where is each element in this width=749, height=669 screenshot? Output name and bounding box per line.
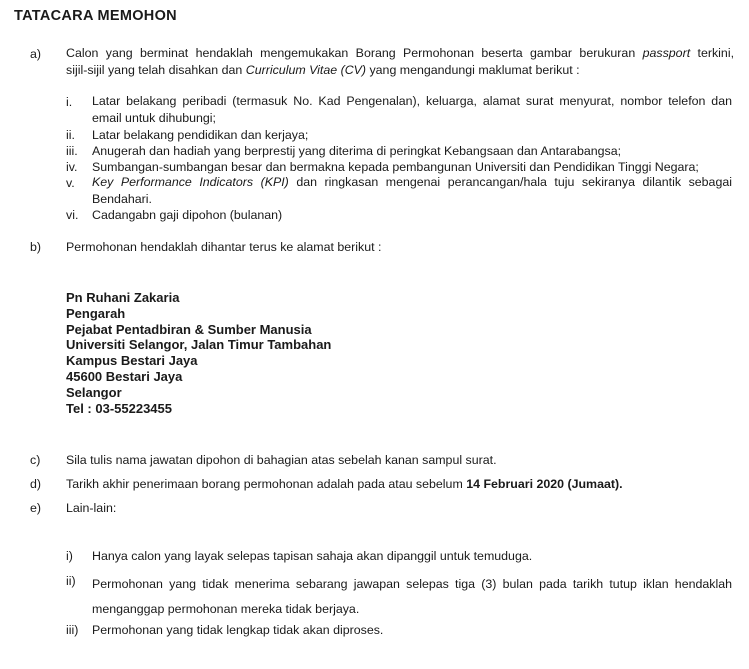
item-e-ii-text: Permohonan yang tidak menerima sebarang jawapan selepas tiga (3) bulan pada tarikh tutup iklan hendaklah menganggap permohonan mereka tidak berjaya. [92, 577, 732, 616]
section-e-marker: e) [30, 501, 42, 515]
item-e-i-marker: i) [66, 549, 73, 563]
item-a-i-text: Latar belakang peribadi (termasuk No. Kad Pengenalan), keluarga, alamat surat menyurat, nombor telefon dan email untuk dihubungi; [92, 94, 732, 125]
section-b-marker: b) [30, 240, 42, 254]
address-line-office: Pejabat Pentadbiran & Sumber Manusia [66, 321, 312, 337]
item-a-iii-text: Anugerah dan hadiah yang berprestij yang diterima di peringkat Kebangsaan dan Antarabangsa; [92, 144, 622, 158]
item-a-iv-marker: iv. [66, 160, 78, 174]
item-a-v-text: Key Performance Indicators (KPI) dan ringkasan mengenai perancangan/hala tuju sekiranya dilantik sebagai Bendahari. [92, 175, 732, 206]
address-line-title: Pengarah [66, 305, 126, 321]
section-e-text: Lain-lain: [66, 501, 117, 515]
item-a-ii-marker: ii. [66, 128, 75, 142]
item-a-v-marker: v. [66, 176, 75, 190]
address-line-phone: Tel : 03-55223455 [66, 400, 172, 416]
item-a-vi-marker: vi. [66, 208, 79, 222]
item-e-iii-text: Permohonan yang tidak lengkap tidak akan diproses. [92, 623, 384, 637]
page-title: TATACARA MEMOHON [14, 8, 177, 24]
address-line-state: Selangor [66, 384, 122, 400]
section-a-line-1: Calon yang berminat hendaklah mengemukakan Borang Permohonan beserta gambar berukuran passport terkini, [66, 46, 735, 60]
section-d-marker: d) [30, 477, 42, 491]
item-e-i-text: Hanya calon yang layak selepas tapisan sahaja akan dipanggil untuk temuduga. [92, 549, 533, 563]
address-line-campus: Kampus Bestari Jaya [66, 353, 198, 369]
item-a-iv-text: Sumbangan-sumbangan besar dan bermakna kepada pembangunan Universiti dan Pendidikan Tinggi Negara; [92, 160, 699, 174]
deadline-date: 14 Februari 2020 (Jumaat). [466, 477, 623, 491]
address-block [66, 290, 331, 416]
item-a-vi-text: Cadangabn gaji dipohon (bulanan) [92, 208, 283, 222]
section-c-text: Sila tulis nama jawatan dipohon di bahagian atas sebelah kanan sampul surat. [66, 453, 497, 467]
address-line-postcode: 45600 Bestari Jaya [66, 368, 183, 384]
section-d-text: Tarikh akhir penerimaan borang permohonan adalah pada atau sebelum 14 Februari 2020 (Jumaat). [66, 477, 623, 491]
section-a-marker: a) [30, 47, 42, 61]
item-e-iii-marker: iii) [66, 623, 79, 637]
address-line-university: Universiti Selangor, Jalan Timur Tambahan [66, 337, 332, 353]
address-line-name: Pn Ruhani Zakaria [66, 290, 180, 305]
section-a-text [66, 45, 734, 79]
section-a-line-2: sijil-sijil yang telah disahkan dan Curriculum Vitae (CV) yang mengandungi maklumat berikut : [66, 63, 580, 77]
item-a-i-marker: i. [66, 95, 73, 109]
section-c-marker: c) [30, 453, 41, 467]
section-b-text: Permohonan hendaklah dihantar terus ke alamat berikut : [66, 240, 382, 254]
item-a-ii-text: Latar belakang pendidikan dan kerjaya; [92, 128, 309, 142]
item-e-ii-marker: ii) [66, 574, 76, 588]
item-a-iii-marker: iii. [66, 144, 78, 158]
